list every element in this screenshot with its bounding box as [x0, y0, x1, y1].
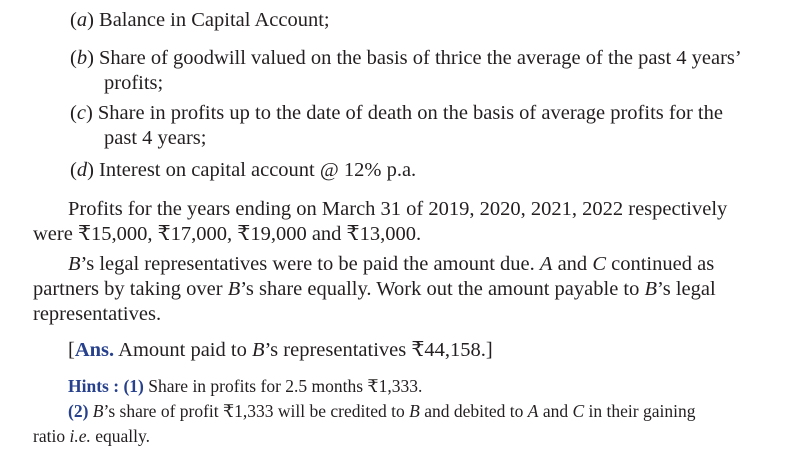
text-segment: equally. — [90, 426, 150, 446]
partner-b: B — [227, 278, 241, 300]
hints-label: Hints : — [68, 376, 120, 396]
text-segment: in their gaining — [584, 401, 696, 421]
text-ie: i.e. — [69, 426, 91, 446]
partner-c: C — [592, 253, 606, 275]
partner-a: A — [527, 401, 539, 421]
partner-b: B — [251, 339, 265, 361]
partner-b: B — [92, 401, 104, 421]
text-segment: ’s representatives ₹44,158.] — [264, 339, 493, 361]
item-letter: c — [76, 102, 86, 124]
item-letter: d — [76, 159, 88, 181]
list-item-c: (c) Share in profits up to the date of death on the basis of average profits for the — [70, 102, 723, 124]
paragraph-representatives-line2 — [33, 277, 716, 301]
list-item-d: (d) Interest on capital account @ 12% p.a. — [70, 159, 417, 181]
hint-1 — [68, 375, 422, 397]
text-segment: and — [552, 253, 593, 275]
hint-2-line1 — [68, 400, 695, 422]
text-segment: ’s share equally. Work out the amount payable to — [240, 278, 645, 300]
text-segment: continued as — [606, 253, 715, 275]
answer-line — [68, 338, 493, 362]
list-item-b: (b) Share of goodwill valued on the basis of thrice the average of the past 4 years’ — [70, 47, 742, 69]
paragraph-representatives-line3: representatives. — [33, 303, 162, 325]
text-segment: Amount paid to — [114, 339, 252, 361]
item-letter: a — [76, 9, 88, 31]
text-segment: ’s legal representatives were to be paid the amount due. — [80, 253, 540, 275]
list-item-b-continued: profits; — [104, 72, 164, 94]
paragraph-profits-line1: Profits for the years ending on March 31 of 2019, 2020, 2021, 2022 respectively — [68, 198, 728, 220]
partner-c: C — [572, 401, 585, 421]
partner-b: B — [409, 401, 420, 421]
hint-number: (2) — [68, 401, 89, 421]
paragraph-profits-line2: were ₹15,000, ₹17,000, ₹19,000 and ₹13,000. — [33, 223, 422, 245]
text-segment: partners by taking over — [33, 278, 228, 300]
item-text: Share of goodwill valued on the basis of thrice the average of the past 4 years’ — [99, 47, 742, 69]
hint-2-line2 — [33, 425, 150, 447]
answer-label: Ans. — [74, 339, 115, 361]
partner-b: B — [644, 278, 658, 300]
answer-bracket: [ — [68, 339, 75, 361]
list-item-c-continued: past 4 years; — [104, 127, 207, 149]
item-letter: b — [76, 47, 88, 69]
text-segment: and — [538, 401, 573, 421]
text-segment: ratio — [33, 426, 70, 446]
item-text: Balance in Capital Account; — [99, 9, 330, 31]
paragraph-representatives-line1 — [68, 252, 714, 276]
partner-a: A — [539, 253, 553, 275]
partner-b: B — [68, 253, 81, 275]
text-segment: ’s legal — [657, 278, 716, 300]
text-segment: Share in profits for 2.5 months ₹1,333. — [143, 376, 423, 396]
hint-number: (1) — [123, 376, 144, 396]
text-segment: and debited to — [419, 401, 528, 421]
list-item-a: (a) Balance in Capital Account; — [70, 9, 330, 31]
text-segment: ’s share of profit ₹1,333 will be credited to — [103, 401, 410, 421]
item-text: Interest on capital account @ 12% p.a. — [99, 159, 417, 181]
item-text: Share in profits up to the date of death on the basis of average profits for the — [97, 102, 723, 124]
